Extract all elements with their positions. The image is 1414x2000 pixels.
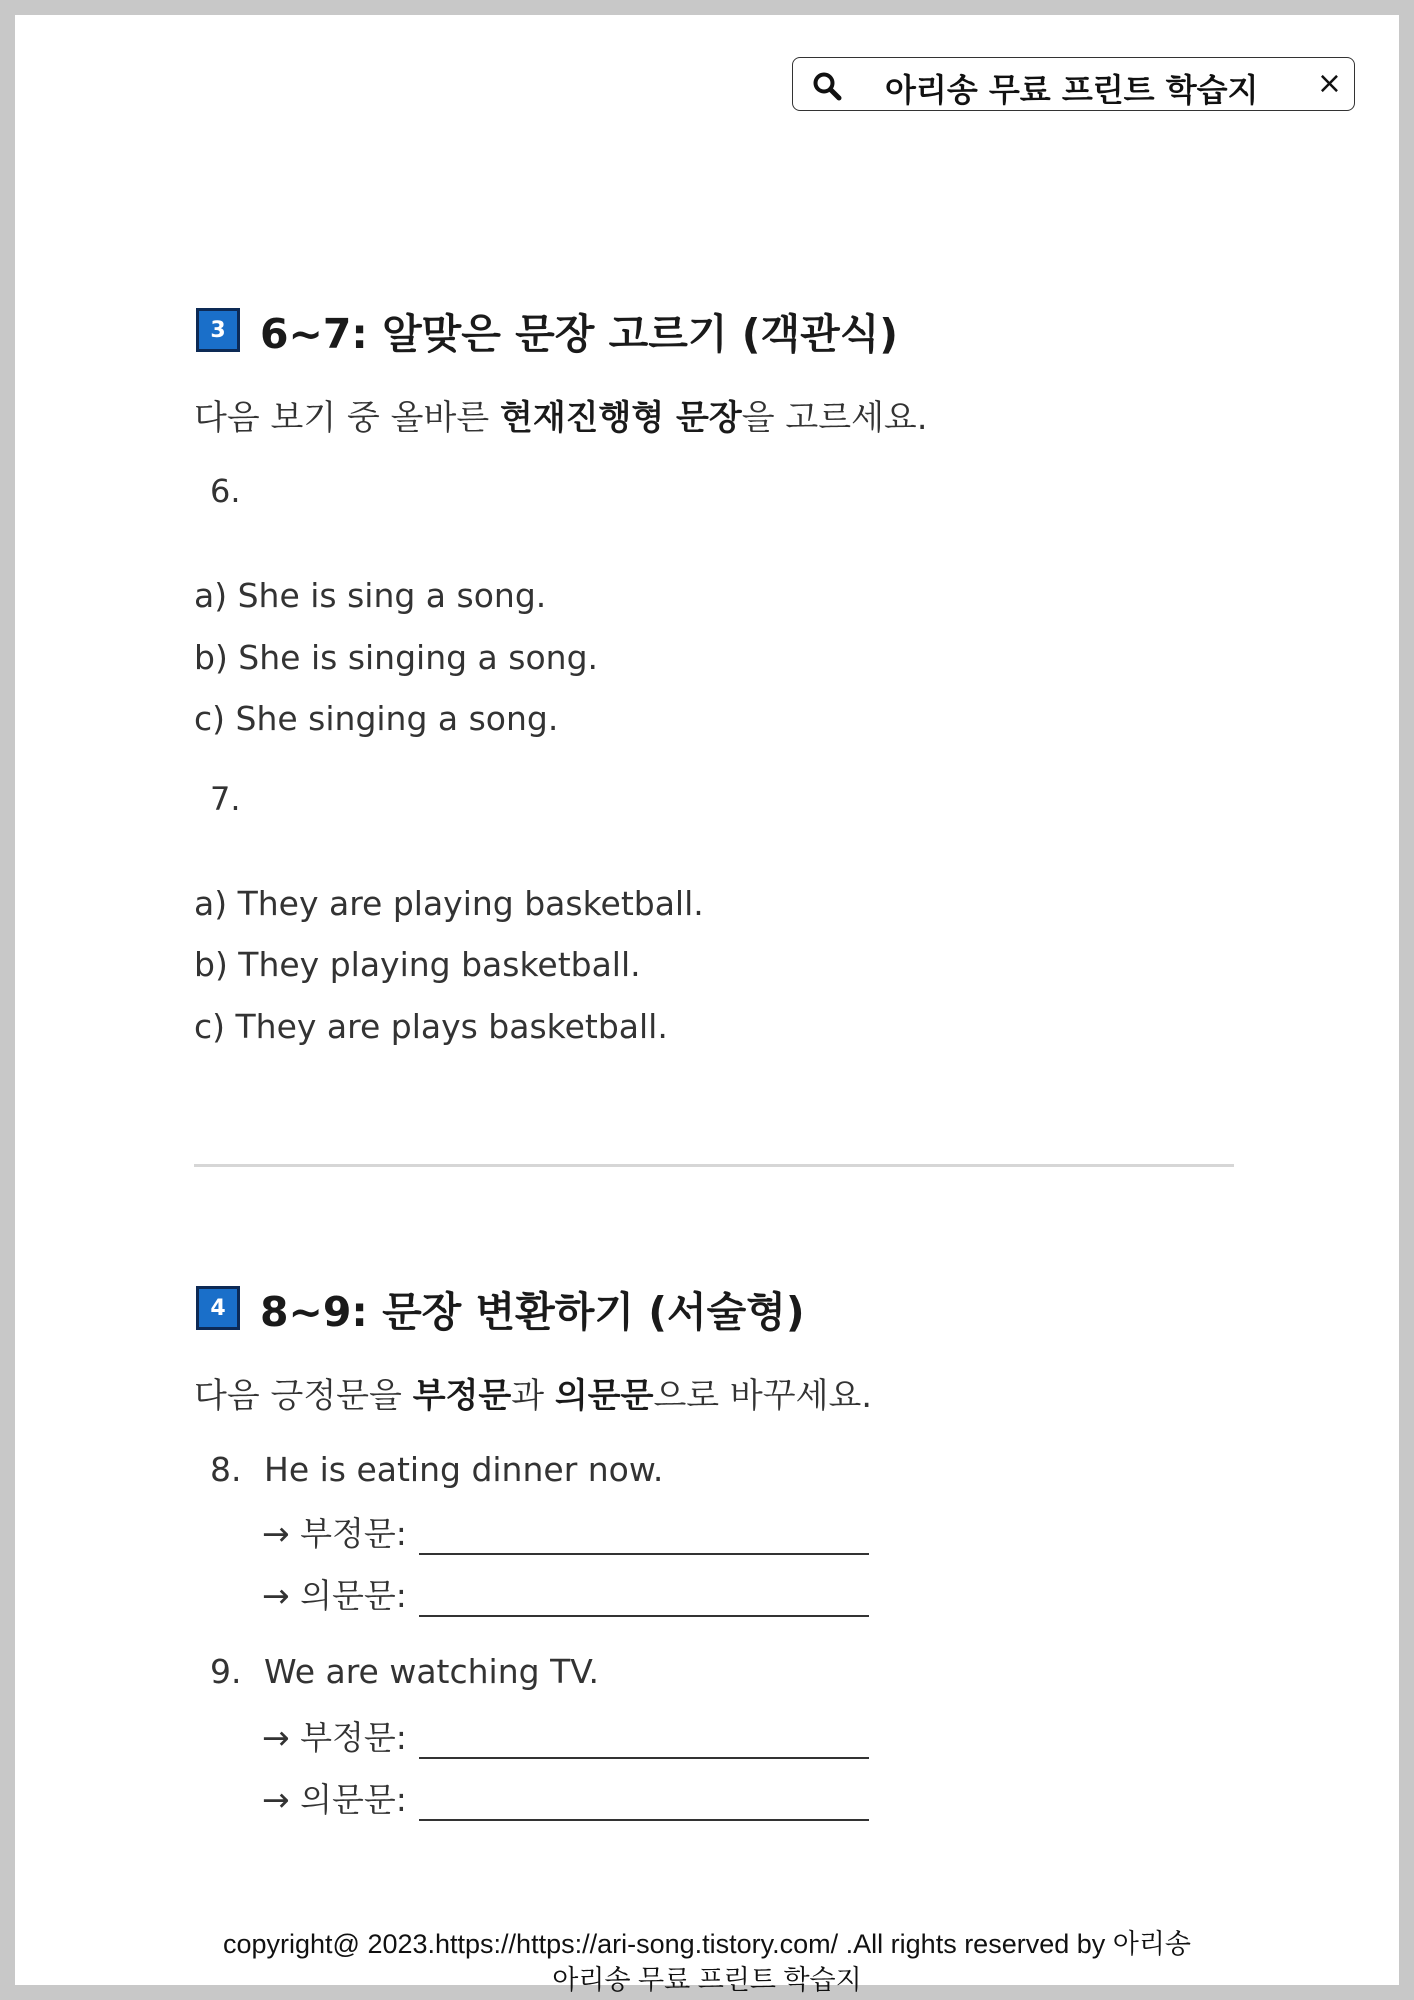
answer-option: a) She is sing a song. (194, 576, 547, 615)
answer-blank[interactable] (419, 1787, 869, 1821)
answer-blank[interactable] (419, 1521, 869, 1555)
footer-subtitle: 아리송 무료 프린트 학습지 (552, 1965, 862, 1995)
question-number: 7. (210, 780, 241, 818)
section-divider (194, 1164, 1234, 1167)
section-3-heading (196, 302, 898, 358)
question-answer-line[interactable]: → 의문문: (262, 1774, 869, 1821)
section-instruction: 다음 긍정문을 부정문과 의문문으로 바꾸세요. (194, 1376, 873, 1416)
section-title: 8~9: 문장 변환하기 (서술형) (260, 1287, 805, 1336)
question-answer-line[interactable]: → 의문문: (262, 1570, 869, 1617)
answer-blank[interactable] (419, 1725, 869, 1759)
answer-option: c) They are plays basketball. (194, 1007, 668, 1046)
question-number: 6. (210, 472, 241, 510)
answer-option: b) She is singing a song. (194, 638, 599, 677)
negative-answer-line[interactable]: → 부정문: (262, 1712, 869, 1759)
copyright-text: copyright@ 2023.https://https://ari-song.tistory.com/ .All rights reserved by 아리송 (222, 1929, 1192, 1959)
section-badge: 3 (196, 308, 240, 352)
answer-blank[interactable] (419, 1583, 869, 1617)
answer-option: c) She singing a song. (194, 699, 559, 738)
negative-answer-line[interactable]: → 부정문: (262, 1508, 869, 1555)
section-4-heading (196, 1280, 805, 1336)
section-instruction: 다음 보기 중 올바른 현재진행형 문장을 고르세요. (194, 398, 928, 438)
answer-option: a) They are playing basketball. (194, 884, 704, 923)
search-bar[interactable] (792, 57, 1355, 111)
close-icon[interactable]: × (1316, 66, 1342, 101)
question-9: 9. We are watching TV. (210, 1652, 600, 1691)
search-query[interactable]: 아리송 무료 프린트 학습지 (885, 71, 1259, 109)
answer-option: b) They playing basketball. (194, 945, 641, 984)
search-icon[interactable] (811, 70, 843, 102)
question-8: 8. He is eating dinner now. (210, 1450, 664, 1489)
section-badge: 4 (196, 1286, 240, 1330)
section-title: 6~7: 알맞은 문장 고르기 (객관식) (260, 309, 899, 358)
